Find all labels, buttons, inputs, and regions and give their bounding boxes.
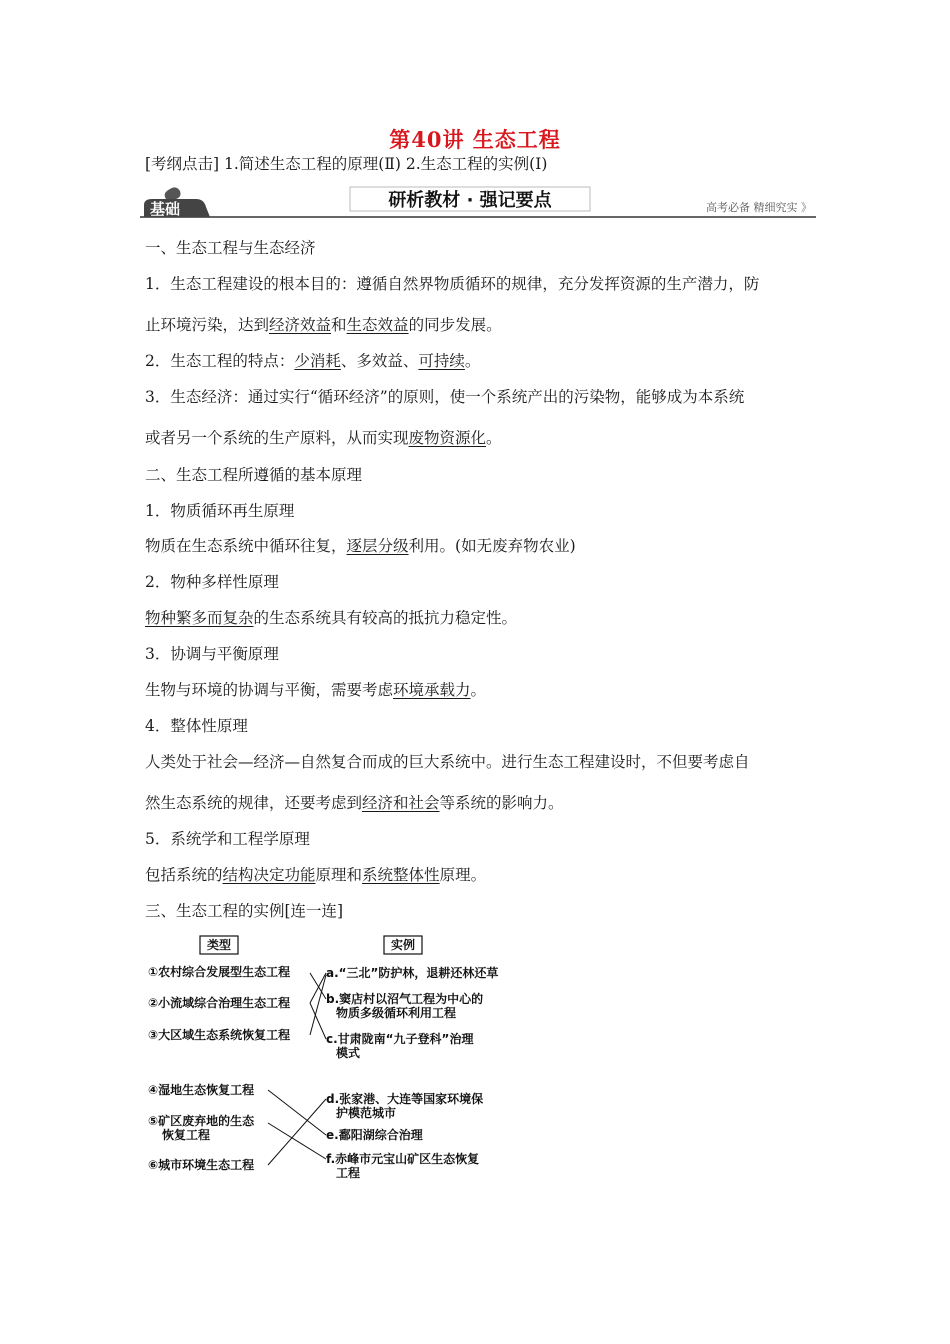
- example-b1: b.窦店村以沼气工程为中心的: [326, 992, 484, 1006]
- answer-blank: 可持续: [418, 352, 465, 370]
- example-d1: d.张家港、大连等国家环境保: [326, 1092, 484, 1106]
- answer-blank: 生态效益: [346, 316, 409, 334]
- header-type: 类型: [206, 938, 232, 952]
- banner-right: 高考必备 精细究实 》: [706, 201, 812, 214]
- example-d2: 护模范城市: [336, 1106, 397, 1120]
- para-2: 2．生态工程的特点：少消耗、多效益、可持续。: [145, 352, 481, 370]
- type-1: ①农村综合发展型生态工程: [148, 965, 291, 979]
- section-banner: [140, 183, 816, 225]
- example-a: a.“三北”防护林，退耕还林还草: [326, 966, 499, 980]
- example-e: e.鄱阳湖综合治理: [326, 1128, 423, 1142]
- example-f2: 工程: [336, 1166, 361, 1180]
- answer-blank: 系统整体性: [362, 866, 440, 884]
- type-5a: ⑤矿区废弃地的生态: [148, 1114, 255, 1128]
- heading-2: 二、生态工程所遵循的基本原理: [145, 466, 363, 484]
- page-title: 第40讲 生态工程: [389, 127, 561, 152]
- answer-blank: 物种繁多而复杂: [145, 609, 254, 627]
- example-f1: f.赤峰市元宝山矿区生态恢复: [326, 1152, 480, 1166]
- para-1a: 1．生态工程建设的根本目的：遵循自然界物质循环的规律，充分发挥资源的生产潜力，防: [145, 275, 760, 293]
- link-2-c: [310, 1003, 326, 1039]
- banner-badge: 基础: [150, 200, 181, 218]
- principle-1-desc: 物质在生态系统中循环往复，逐层分级利用。(如无废弃物农业): [145, 537, 576, 555]
- principle-4-desc-b: 然生态系统的规律，还要考虑到经济和社会等系统的影响力。: [145, 794, 564, 812]
- matching-diagram: [140, 933, 520, 1183]
- heading-3: 三、生态工程的实例[连一连]: [145, 902, 344, 920]
- principle-5: 5．系统学和工程学原理: [145, 830, 310, 848]
- answer-blank: 经济效益: [269, 316, 332, 334]
- principle-4-desc-a: 人类处于社会—经济—自然复合而成的巨大系统中。进行生态工程建设时，不但要考虑自: [145, 753, 750, 771]
- example-b2: 物质多级循环利用工程: [336, 1006, 457, 1020]
- para-1b: 止环境污染，达到经济效益和生态效益的同步发展。: [145, 316, 502, 334]
- example-c2: 模式: [336, 1046, 361, 1060]
- para-3a: 3．生态经济：通过实行“循环经济”的原则，使一个系统产出的污染物，能够成为本系统: [145, 388, 745, 406]
- example-c1: c.甘肃陇南“九子登科”治理: [326, 1032, 474, 1046]
- answer-blank: 少消耗: [294, 352, 341, 370]
- type-2: ②小流域综合治理生态工程: [148, 996, 291, 1010]
- answer-blank: 环境承载力: [393, 681, 471, 699]
- banner-center: 研析教材 · 强记要点: [388, 190, 552, 211]
- type-3: ③大区域生态系统恢复工程: [148, 1028, 291, 1042]
- principle-3: 3．协调与平衡原理: [145, 645, 279, 663]
- principle-3-desc: 生物与环境的协调与平衡，需要考虑环境承载力。: [145, 681, 487, 699]
- principle-5-desc: 包括系统的结构决定功能原理和系统整体性原理。: [145, 866, 487, 884]
- link-6-d: [268, 1099, 326, 1165]
- principle-2: 2．物种多样性原理: [145, 573, 279, 591]
- answer-blank: 经济和社会: [362, 794, 440, 812]
- type-4: ④湿地生态恢复工程: [148, 1083, 255, 1097]
- para-3b: 或者另一个系统的生产原料，从而实现废物资源化。: [145, 429, 502, 447]
- header-example: 实例: [390, 938, 416, 952]
- syllabus-points: [考纲点击] 1.简述生态工程的原理(Ⅱ) 2.生态工程的实例(Ⅰ): [145, 155, 548, 173]
- type-5b: 恢复工程: [162, 1128, 211, 1142]
- principle-4: 4．整体性原理: [145, 717, 248, 735]
- answer-blank: 废物资源化: [408, 429, 487, 447]
- answer-blank: 结构决定功能: [222, 866, 316, 884]
- heading-1: 一、生态工程与生态经济: [145, 239, 316, 257]
- principle-2-desc: 物种繁多而复杂的生态系统具有较高的抵抗力稳定性。: [145, 609, 518, 627]
- principle-1: 1．物质循环再生原理: [145, 502, 295, 520]
- apple-icon: [165, 187, 181, 199]
- type-6: ⑥城市环境生态工程: [148, 1158, 255, 1172]
- answer-blank: 逐层分级: [346, 537, 409, 555]
- link-3-a: [310, 975, 326, 1035]
